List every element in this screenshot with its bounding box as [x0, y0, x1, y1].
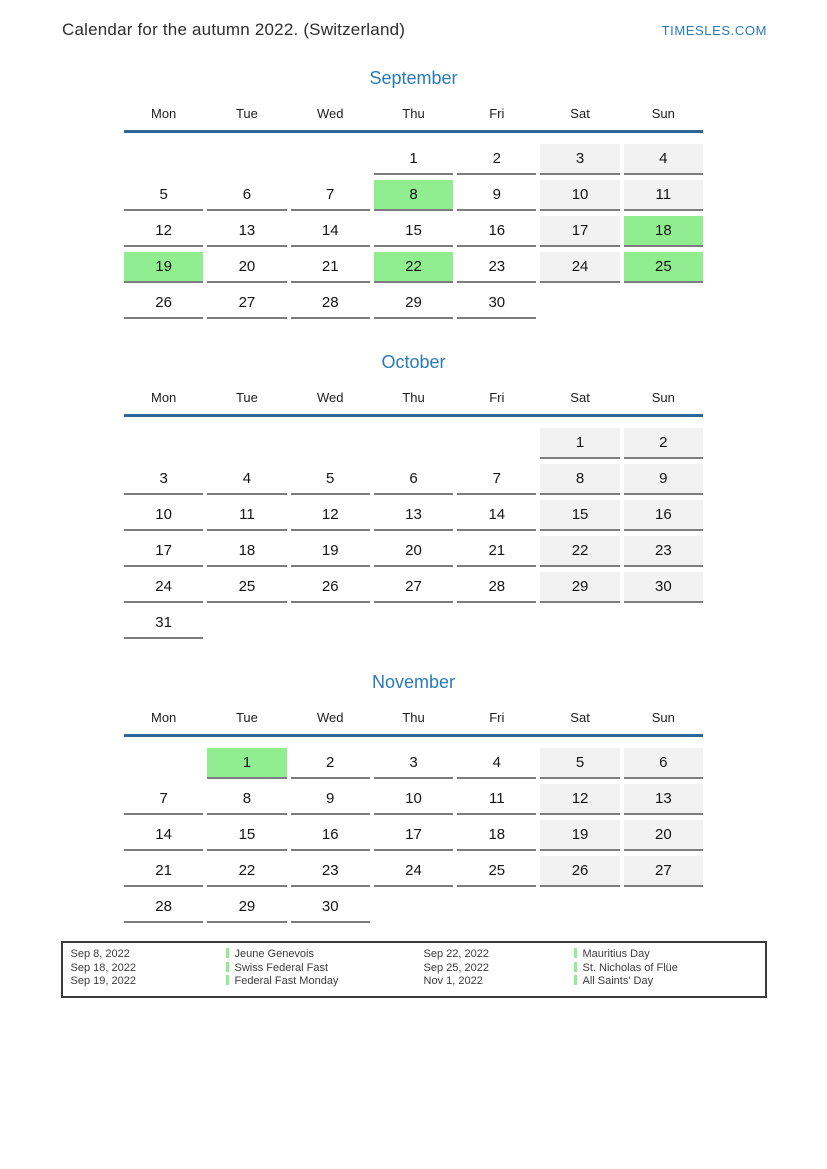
- legend-names-column: [226, 948, 424, 989]
- day-cell: 17: [374, 820, 453, 851]
- day-cell: 28: [457, 572, 536, 603]
- day-cell: 1: [374, 144, 453, 175]
- legend-names-column: [574, 948, 759, 989]
- month-september: [124, 68, 703, 319]
- day-cell: 19: [540, 820, 619, 851]
- month-title: September: [369, 68, 458, 88]
- day-cell: 18: [624, 216, 703, 247]
- months-container: [0, 68, 827, 923]
- holiday-legend: [61, 941, 767, 998]
- day-cell: 6: [207, 180, 286, 211]
- day-cell: 18: [207, 536, 286, 567]
- legend-date: Sep 19, 2022: [70, 975, 136, 987]
- day-cell: 21: [124, 856, 203, 887]
- legend-holiday-name: All Saints' Day: [582, 975, 654, 987]
- day-cell: 4: [624, 144, 703, 175]
- day-cell: 30: [291, 892, 370, 923]
- day-cell: 24: [540, 252, 619, 283]
- day-cell: 8: [207, 784, 286, 815]
- day-cell: 3: [124, 464, 203, 495]
- holiday-color-bar-icon: [574, 962, 577, 972]
- day-cell: 26: [540, 856, 619, 887]
- empty-cell: [124, 144, 203, 175]
- empty-cell: [124, 748, 203, 779]
- day-cell: 17: [124, 536, 203, 567]
- weekday-label: Wed: [316, 390, 344, 405]
- day-cell: 27: [207, 288, 286, 319]
- day-cell: 3: [540, 144, 619, 175]
- day-cell: 5: [291, 464, 370, 495]
- empty-cell: [291, 144, 370, 175]
- day-cell: 25: [207, 572, 286, 603]
- day-cell: 20: [207, 252, 286, 283]
- month-title: October: [381, 352, 446, 372]
- legend-holiday: [226, 975, 424, 989]
- month-october: [124, 352, 703, 639]
- empty-cell: [540, 892, 619, 923]
- day-cell: 2: [624, 428, 703, 459]
- day-cell: 20: [624, 820, 703, 851]
- day-cell: 13: [207, 216, 286, 247]
- day-cell: 21: [457, 536, 536, 567]
- day-cell: 7: [457, 464, 536, 495]
- day-cell: 12: [291, 500, 370, 531]
- weekday-label: Wed: [316, 106, 344, 121]
- empty-cell: [457, 608, 536, 639]
- day-cell: 9: [291, 784, 370, 815]
- weekday-label: Sun: [651, 106, 675, 121]
- day-cell: 30: [457, 288, 536, 319]
- day-cell: 25: [457, 856, 536, 887]
- day-cell: 27: [374, 572, 453, 603]
- empty-cell: [457, 428, 536, 459]
- day-cell: 28: [124, 892, 203, 923]
- legend-holiday-name: St. Nicholas of Flüe: [582, 961, 678, 974]
- empty-cell: [291, 428, 370, 459]
- weekday-label: Mon: [150, 710, 177, 725]
- empty-cell: [207, 144, 286, 175]
- holiday-color-bar-icon: [574, 975, 577, 985]
- day-cell: 11: [457, 784, 536, 815]
- day-cell: 2: [291, 748, 370, 779]
- day-cell: 13: [624, 784, 703, 815]
- weekday-label: Fri: [489, 106, 505, 121]
- legend-dates-column: [71, 948, 226, 989]
- day-cell: 10: [374, 784, 453, 815]
- weekday-label: Mon: [150, 106, 177, 121]
- empty-cell: [374, 892, 453, 923]
- holiday-color-bar-icon: [226, 975, 229, 985]
- day-cell: 4: [207, 464, 286, 495]
- weekday-label: Wed: [316, 710, 344, 725]
- weekday-label: Fri: [489, 710, 505, 725]
- day-cell: 15: [374, 216, 453, 247]
- day-cell: 11: [207, 500, 286, 531]
- weekday-label: Thu: [402, 390, 425, 405]
- day-cell: 29: [207, 892, 286, 923]
- month-november: [124, 672, 703, 923]
- day-cell: 5: [124, 180, 203, 211]
- day-cell: 26: [291, 572, 370, 603]
- day-cell: 5: [540, 748, 619, 779]
- day-cell: 18: [457, 820, 536, 851]
- day-cell: 12: [124, 216, 203, 247]
- empty-cell: [374, 428, 453, 459]
- days-grid: [124, 428, 703, 639]
- day-cell: 22: [207, 856, 286, 887]
- weekday-label: Sat: [570, 710, 590, 725]
- page-title: Calendar for the autumn 2022. (Switzerland): [62, 20, 406, 39]
- month-title: November: [371, 672, 456, 692]
- weekday-header-row: [124, 106, 703, 133]
- day-cell: 8: [374, 180, 453, 211]
- legend-holiday: [574, 975, 759, 989]
- day-cell: 16: [457, 216, 536, 247]
- legend-holiday: [226, 948, 424, 962]
- legend-date: Sep 22, 2022: [423, 948, 489, 960]
- weekday-header-row: [124, 710, 703, 737]
- empty-cell: [207, 428, 286, 459]
- page-header: [0, 20, 827, 40]
- day-cell: 30: [624, 572, 703, 603]
- empty-cell: [624, 288, 703, 319]
- weekday-label: Sat: [570, 390, 590, 405]
- day-cell: 16: [624, 500, 703, 531]
- day-cell: 8: [540, 464, 619, 495]
- day-cell: 22: [374, 252, 453, 283]
- day-cell: 14: [291, 216, 370, 247]
- legend-holiday: [574, 948, 759, 962]
- weekday-label: Thu: [402, 106, 425, 121]
- day-cell: 1: [540, 428, 619, 459]
- weekday-label: Tue: [235, 390, 258, 405]
- day-cell: 29: [374, 288, 453, 319]
- empty-cell: [207, 608, 286, 639]
- legend-dates-column: [424, 948, 574, 989]
- weekday-header-row: [124, 390, 703, 417]
- day-cell: 19: [291, 536, 370, 567]
- day-cell: 10: [124, 500, 203, 531]
- day-cell: 4: [457, 748, 536, 779]
- day-cell: 3: [374, 748, 453, 779]
- day-cell: 6: [374, 464, 453, 495]
- legend-holiday-name: Jeune Genevois: [234, 948, 314, 960]
- day-cell: 16: [291, 820, 370, 851]
- day-cell: 31: [124, 608, 203, 639]
- day-cell: 21: [291, 252, 370, 283]
- day-cell: 24: [374, 856, 453, 887]
- day-cell: 24: [124, 572, 203, 603]
- day-cell: 19: [124, 252, 203, 283]
- day-cell: 10: [540, 180, 619, 211]
- day-cell: 26: [124, 288, 203, 319]
- day-cell: 9: [457, 180, 536, 211]
- weekday-label: Tue: [235, 710, 258, 725]
- empty-cell: [624, 892, 703, 923]
- empty-cell: [457, 892, 536, 923]
- day-cell: 7: [124, 784, 203, 815]
- empty-cell: [374, 608, 453, 639]
- day-cell: 1: [207, 748, 286, 779]
- day-cell: 12: [540, 784, 619, 815]
- day-cell: 2: [457, 144, 536, 175]
- day-cell: 7: [291, 180, 370, 211]
- days-grid: [124, 144, 703, 319]
- holiday-color-bar-icon: [226, 948, 229, 958]
- legend-date: Sep 25, 2022: [423, 961, 489, 974]
- empty-cell: [540, 288, 619, 319]
- empty-cell: [124, 428, 203, 459]
- weekday-label: Sun: [651, 390, 675, 405]
- weekday-label: Sun: [651, 710, 675, 725]
- weekday-label: Tue: [235, 106, 258, 121]
- day-cell: 20: [374, 536, 453, 567]
- day-cell: 27: [624, 856, 703, 887]
- day-cell: 14: [457, 500, 536, 531]
- day-cell: 23: [291, 856, 370, 887]
- day-cell: 25: [624, 252, 703, 283]
- legend-holiday-name: Mauritius Day: [582, 948, 650, 960]
- weekday-label: Mon: [150, 390, 177, 405]
- day-cell: 9: [624, 464, 703, 495]
- days-grid: [124, 748, 703, 923]
- holiday-color-bar-icon: [574, 948, 577, 958]
- day-cell: 22: [540, 536, 619, 567]
- weekday-label: Thu: [402, 710, 425, 725]
- day-cell: 29: [540, 572, 619, 603]
- day-cell: 11: [624, 180, 703, 211]
- day-cell: 17: [540, 216, 619, 247]
- day-cell: 13: [374, 500, 453, 531]
- holiday-color-bar-icon: [226, 962, 229, 972]
- day-cell: 15: [540, 500, 619, 531]
- day-cell: 6: [624, 748, 703, 779]
- day-cell: 15: [207, 820, 286, 851]
- legend-holiday: [226, 962, 424, 976]
- legend-date: Sep 18, 2022: [70, 961, 136, 974]
- site-logo-link[interactable]: TIMESLES.COM: [661, 23, 767, 38]
- day-cell: 23: [624, 536, 703, 567]
- legend-date: Nov 1, 2022: [423, 975, 483, 987]
- legend-date: Sep 8, 2022: [70, 948, 130, 960]
- empty-cell: [624, 608, 703, 639]
- day-cell: 23: [457, 252, 536, 283]
- empty-cell: [540, 608, 619, 639]
- legend-holiday-name: Federal Fast Monday: [234, 975, 339, 987]
- empty-cell: [291, 608, 370, 639]
- day-cell: 14: [124, 820, 203, 851]
- weekday-label: Fri: [489, 390, 505, 405]
- legend-holiday: [574, 962, 759, 976]
- legend-holiday-name: Swiss Federal Fast: [234, 961, 329, 974]
- weekday-label: Sat: [570, 106, 590, 121]
- day-cell: 28: [291, 288, 370, 319]
